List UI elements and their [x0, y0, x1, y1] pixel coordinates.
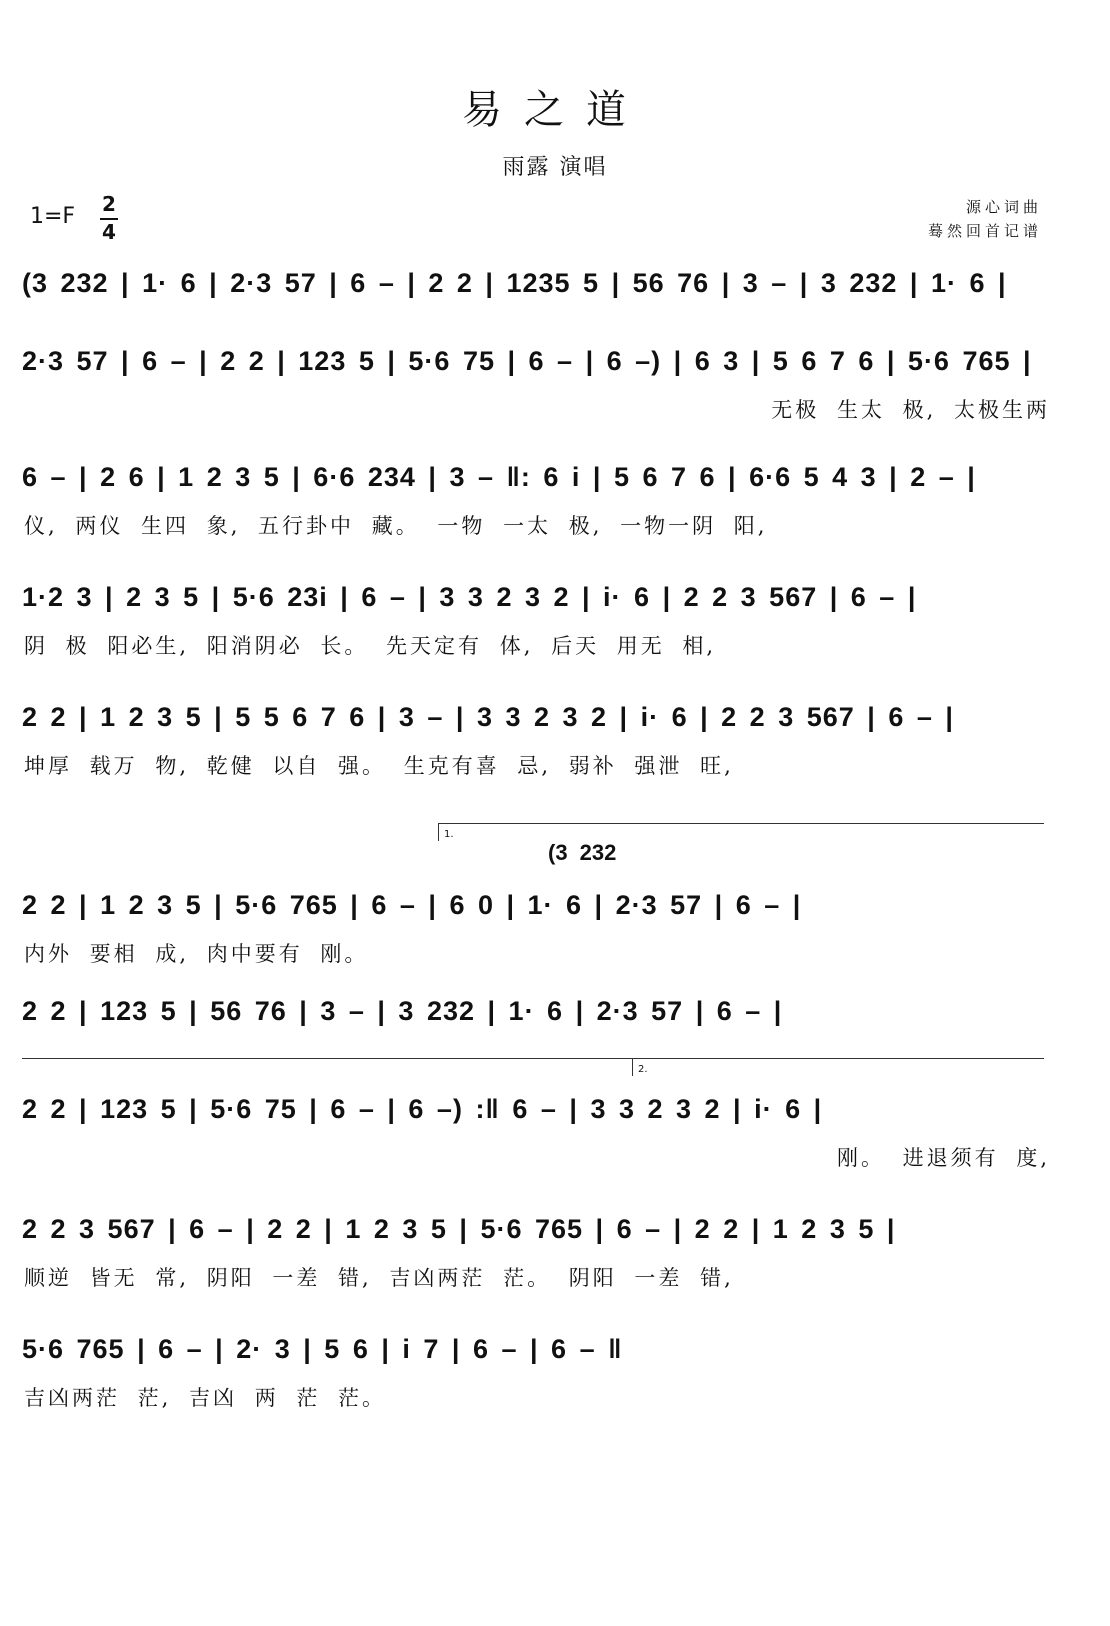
lyrics-line-2: 无极 生太 极, 太极生两 [771, 398, 1050, 422]
second-ending-label: 2. [638, 1064, 648, 1075]
lyrics-line-8: 刚。 进退须有 度, [836, 1146, 1050, 1170]
score-notes-line-9: 2 2 3 567 | 6 – | 2 2 | 1 2 3 5 | 5·6 765 | 6 – | 2 2 | 1 2 3 5 | [22, 1214, 896, 1244]
score-notes-line-4: 1·2 3 | 2 3 5 | 5·6 23i | 6 – | 3 3 2 3 2 | i· 6 | 2 2 3 567 | 6 – | [22, 582, 917, 612]
score-notes-line-3: 6 – | 2 6 | 1 2 3 5 | 6·6 234 | 3 – ‖: 6 i | 5 6 7 6 | 6·6 5 4 3 | 2 – | [22, 462, 976, 492]
first-ending-pickup: (3 232 [548, 840, 617, 865]
first-ending-bracket-continued [22, 1058, 1044, 1059]
time-signature-bottom: 4 [102, 220, 116, 244]
score-notes-line-6: 2 2 | 1 2 3 5 | 5·6 765 | 6 – | 6 0 | 1· 6 | 2·3 57 | 6 – | [22, 890, 802, 920]
lyrics-line-10: 吉凶两茫 茫, 吉凶 两 茫 茫。 [24, 1386, 387, 1410]
song-title: 易之道 [462, 87, 648, 133]
score-notes-line-8: 2 2 | 123 5 | 5·6 75 | 6 – | 6 –) :‖ 6 – | 3 3 2 3 2 | i· 6 | [22, 1094, 823, 1124]
score-notes-line-5: 2 2 | 1 2 3 5 | 5 5 6 7 6 | 3 – | 3 3 2 3 2 | i· 6 | 2 2 3 567 | 6 – | [22, 702, 954, 732]
score-notes-line-2: 2·3 57 | 6 – | 2 2 | 123 5 | 5·6 75 | 6 – | 6 –) | 6 3 | 5 6 7 6 | 5·6 765 | [22, 346, 1032, 376]
first-ending-bracket-edge [438, 823, 439, 841]
key-signature: 1=F [30, 204, 76, 229]
lyrics-line-9: 顺逆 皆无 常, 阴阳 一差 错, 吉凶两茫 茫。 阴阳 一差 错, [24, 1266, 734, 1290]
second-ending-bracket-edge [632, 1058, 633, 1076]
singer-credit: 雨露 演唱 [502, 155, 608, 180]
score-notes-line-1: (3 232 | 1· 6 | 2·3 57 | 6 – | 2 2 | 1235 5 | 56 76 | 3 – | 3 232 | 1· 6 | [22, 268, 1007, 298]
lyrics-line-5: 坤厚 载万 物, 乾健 以自 强。 生克有喜 忌, 弱补 强泄 旺, [24, 754, 734, 778]
score-notes-line-10: 5·6 765 | 6 – | 2· 3 | 5 6 | i 7 | 6 – | 6 – ‖ [22, 1334, 623, 1364]
first-ending-label: 1. [444, 829, 454, 840]
transcriber-credit: 蓦然回首记谱 [927, 222, 1042, 240]
composer-credit: 源心词曲 [965, 198, 1042, 216]
lyrics-line-4: 阴 极 阳必生, 阳消阴必 长。 先天定有 体, 后天 用无 相, [24, 634, 717, 658]
first-ending-bracket [438, 823, 1044, 824]
time-signature-top: 2 [102, 192, 116, 216]
lyrics-line-3: 仪, 两仪 生四 象, 五行卦中 藏。 一物 一太 极, 一物一阴 阳, [24, 514, 768, 538]
score-notes-line-7: 2 2 | 123 5 | 56 76 | 3 – | 3 232 | 1· 6 | 2·3 57 | 6 – | [22, 996, 783, 1026]
lyrics-line-6: 内外 要相 成, 肉中要有 刚。 [24, 942, 369, 966]
